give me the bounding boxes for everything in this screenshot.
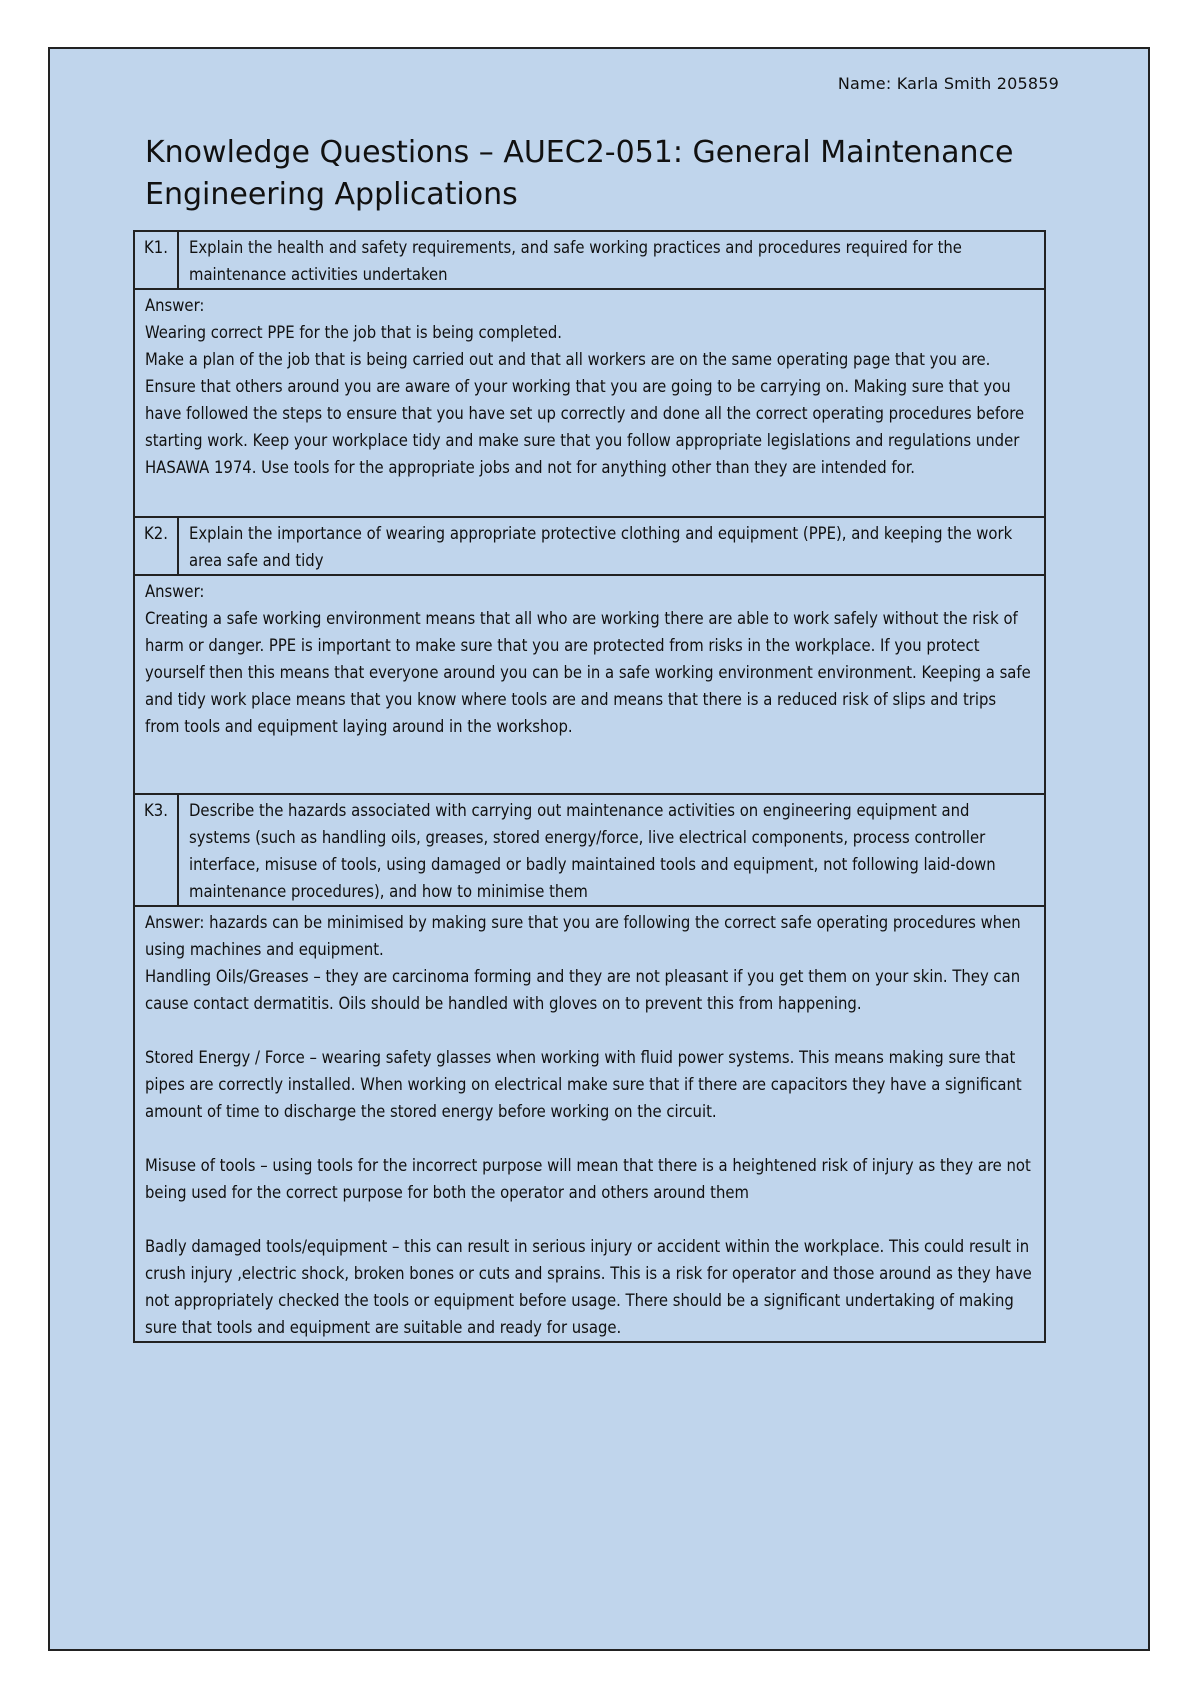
answer-row-k2	[134, 575, 1045, 794]
answer-label: Answer:	[145, 296, 205, 315]
answer-row-k3	[134, 906, 1045, 1342]
answer-paragraph: Make a plan of the job that is being carried out and that all workers are on the same operating page that you are. Ensure that others around you are aware of your working that you are going to be carrying on. Making sure that you have followed the steps to ensure that you have set up correctly and done all the correct operating procedures before starting work. Keep your workplace tidy and make sure that you follow appropriate legislations and regulations under HASAWA 1974. Use tools for the appropriate jobs and not for anything other than they are intended for.	[145, 350, 1025, 477]
question-id: K3.	[134, 794, 178, 906]
question-text: Explain the importance of wearing appropriate protective clothing and equipment (PPE), and keeping the work area safe and tidy	[178, 517, 1045, 575]
answer-cell	[134, 575, 1045, 794]
question-row-k3	[134, 794, 1045, 906]
paragraph-spacer	[145, 1017, 1034, 1044]
question-text: Describe the hazards associated with carrying out maintenance activities on engineering equipment and systems (such as handling oils, greases, stored energy/force, live electrical components, process controller interface, misuse of tools, using damaged or badly maintained tools and equipment, not following laid-down maintenance procedures), and how to minimise them	[178, 794, 1045, 906]
answer-row-k1	[134, 289, 1045, 517]
answer-paragraph: Badly damaged tools/equipment – this can result in serious injury or accident within the workplace. This could result in crush injury ,electric shock, broken bones or cuts and sprains. This is a risk for operator and those around as they have not appropriately checked the tools or equipment before usage. There should be a significant undertaking of making sure that tools and equipment are suitable and ready for usage.	[145, 1237, 1032, 1337]
question-id: K2.	[134, 517, 178, 575]
question-id: K1.	[134, 231, 178, 289]
answer-cell	[134, 906, 1045, 1342]
question-row-k2	[134, 517, 1045, 575]
answer-label: Answer:	[145, 582, 205, 601]
knowledge-questions-table	[133, 230, 1046, 1343]
question-text: Explain the health and safety requirements, and safe working practices and procedures required for the maintenance activities undertaken	[178, 231, 1045, 289]
answer-paragraph: Stored Energy / Force – wearing safety glasses when working with fluid power systems. This means making sure that pipes are correctly installed. When working on electrical make sure that if there are capacitors they have a significant amount of time to discharge the stored energy before working on the circuit.	[145, 1048, 1022, 1121]
answer-cell	[134, 289, 1045, 517]
student-name: Name: Karla Smith 205859	[837, 74, 1059, 93]
question-row-k1	[134, 231, 1045, 289]
answer-paragraph: Handling Oils/Greases – they are carcinoma forming and they are not pleasant if you get them on your skin. They can cause contact dermatitis. Oils should be handled with gloves on to prevent this from happening.	[145, 967, 1021, 1013]
answer-label: Answer: hazards can be minimised by making sure that you are following the correct safe operating procedures when using machines and equipment.	[145, 913, 1021, 959]
paragraph-spacer	[145, 1206, 1034, 1233]
paragraph-spacer	[145, 1125, 1034, 1152]
answer-paragraph: Wearing correct PPE for the job that is being completed.	[145, 323, 563, 342]
document-title: Knowledge Questions – AUEC2-051: General Maintenance Engineering Applications	[145, 135, 1014, 212]
answer-paragraph: Creating a safe working environment means that all who are working there are able to work safely without the risk of harm or danger. PPE is important to make sure that you are protected from risks in the workplace. If you protect yourself then this means that everyone around you can be in a safe working environment environment. Keeping a safe and tidy work place means that you know where tools are and means that there is a reduced risk of slips and trips from tools and equipment laying around in the workshop.	[145, 609, 1031, 736]
answer-paragraph: Misuse of tools – using tools for the incorrect purpose will mean that there is a heightened risk of injury as they are not being used for the correct purpose for both the operator and others around them	[145, 1156, 1031, 1202]
